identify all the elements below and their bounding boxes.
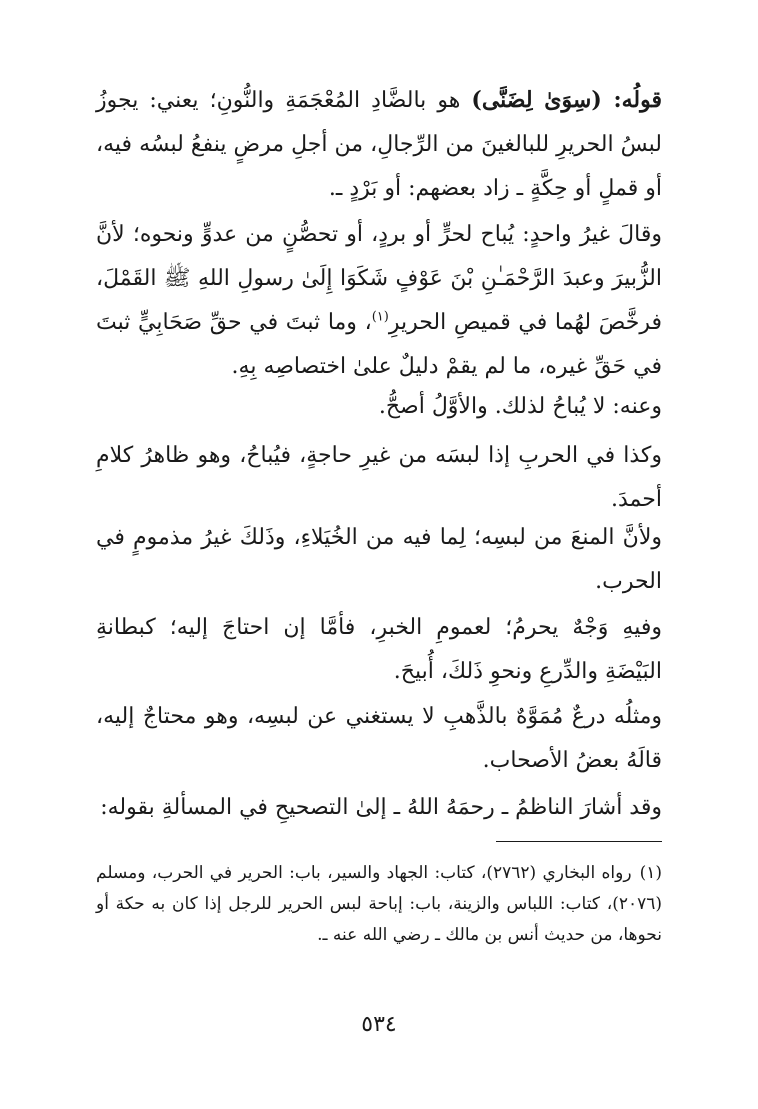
paragraph-1 bbox=[96, 78, 662, 211]
paragraph-2-text-a: وقالَ غيرُ واحدٍ: يُباح لحرٍّ أو بردٍ، أو تحصُّنٍ من عدوٍّ ونحوه؛ لأنَّ الزُّبيرَ وعبدَ الرَّحْمَـٰنِ بْنَ عَوْفٍ شَكَوَا إِلَىٰ رسولِ اللهِ ﷺ القَمْلَ، فرخَّصَ لهُما في قميصِ الحريرِ bbox=[96, 222, 662, 335]
page-number: ٥٣٤ bbox=[361, 1012, 397, 1037]
footnote-text: رواه البخاري (٢٧٦٢)، كتاب: الجهاد والسير، باب: الحرير في الحرب، ومسلم (٢٠٧٦)، كتاب: اللباس والزينة، باب: إباحة لبس الحرير للرجل إذا كان به حكة أو نحوها، من حديث أنس بن مالك ـ رضي الله عنه ـ. bbox=[96, 863, 662, 945]
paragraph-6: وفيهِ وَجْهٌ يحرمُ؛ لعمومِ الخبرِ، فأمَّا إن احتاجَ إليه؛ كبطانةِ البَيْضَةِ والدِّرعِ ونحوِ ذَلكَ، أُبيحَ. bbox=[96, 615, 662, 684]
paragraph-5: ولأنَّ المنعَ من لبسِه؛ لِما فيه من الخُيَلاءِ، وذَلكَ غيرُ مذمومٍ في الحرب. bbox=[96, 525, 662, 594]
paragraph-8: وقد أشارَ الناظمُ ـ رحمَهُ اللهُ ـ إلىٰ التصحيحِ في المسألةِ بقوله: bbox=[100, 795, 662, 820]
paragraph-7: ومثلُه درعٌ مُمَوَّهٌ بالذَّهبِ لا يستغني عن لبسِه، وهو محتاجٌ إليه، قالَهُ بعضُ الأصحاب. bbox=[96, 704, 662, 773]
footnote-number: (١) bbox=[639, 863, 662, 883]
paragraph-4: وكذا في الحربِ إذا لبسَه من غيرِ حاجةٍ، فيُباحُ، وهو ظاهرُ كلامِ أحمدَ. bbox=[96, 443, 662, 512]
paragraph-3: وعنه: لا يُباحُ لذلك. والأوَّلُ أصحُّ. bbox=[378, 394, 662, 419]
footnote-reference[interactable]: (١) bbox=[371, 309, 389, 325]
footnote bbox=[96, 858, 662, 951]
paragraph-1-text: هو بالضَّادِ المُعْجَمَةِ والنُّونِ؛ يعني: يجوزُ لبسُ الحريرِ للبالغينَ من الرِّجالِ، من أجلِ مرضٍ ينفعُ لبسُه فيه، أو قملٍ أو حِكَّةٍ ـ زاد بعضهم: أو بَرْدٍ ـ. bbox=[96, 88, 662, 201]
paragraph-2 bbox=[96, 213, 662, 389]
footnote-separator bbox=[496, 841, 662, 842]
paragraph-2-text-b: ، وما ثبتَ في حقِّ صَحَابِيٍّ ثبتَ في حَقِّ غيره، ما لم يقمْ دليلٌ علىٰ اختصاصِه بِهِ. bbox=[96, 310, 662, 379]
quoted-term: قولُه: (سِوَىٰ لِضَنَّى) bbox=[471, 87, 662, 113]
